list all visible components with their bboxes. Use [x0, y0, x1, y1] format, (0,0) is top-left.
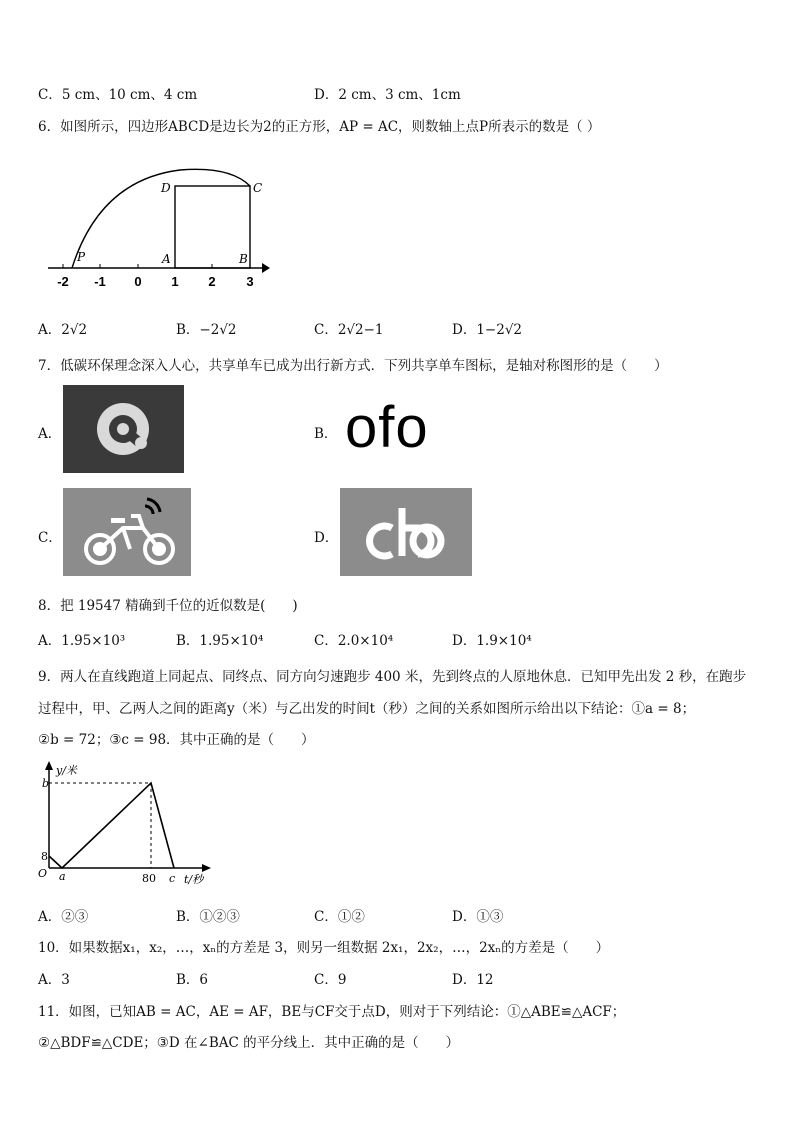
point-c: C — [253, 181, 263, 195]
q5-option-d: D．2 cm、3 cm、1cm — [314, 87, 461, 103]
tick-label: -2 — [57, 274, 69, 289]
q8-stem: 8．把 19547 精确到千位的近似数是( ) — [38, 598, 298, 614]
distance-graph — [49, 783, 174, 868]
q6-option-d: D．1−2√2 — [452, 322, 523, 338]
tick-label: -1 — [94, 274, 106, 289]
q6-figure — [40, 160, 280, 295]
q10-option-a: A．3 — [38, 972, 70, 988]
q10-option-c: C．9 — [314, 972, 347, 988]
logo-a — [63, 385, 184, 473]
q6-option-c: C．2√2−1 — [314, 322, 384, 338]
q8-option-b: B．1.95×10⁴ — [176, 633, 264, 649]
q8-option-d: D．1.9×10⁴ — [452, 633, 532, 649]
x-axis-label: t/秒 — [184, 873, 204, 886]
point-p: P — [77, 250, 86, 264]
logo-d-hello — [340, 488, 472, 576]
q11-line2: ②△BDF≌△CDE；③D 在∠BAC 的平分线上．其中正确的是（ ） — [38, 1035, 460, 1051]
label-origin: O — [38, 867, 48, 880]
q11-line1: 11．如图，已知AB = AC，AE = AF，BE与CF交于点D，则对于下列结论：①△ABE≌△ACF； — [38, 1004, 626, 1020]
tick-label: 1 — [171, 274, 179, 289]
q5-option-c: C．5 cm、10 cm、4 cm — [38, 87, 198, 103]
point-d: D — [161, 181, 171, 195]
point-a: A — [162, 252, 171, 266]
label-b: b — [42, 777, 50, 790]
q9-option-a: A．②③ — [38, 909, 89, 925]
logo-c-bike — [63, 488, 191, 576]
q9-figure — [34, 758, 224, 890]
q7-label-d: D． — [314, 530, 339, 546]
q9-line2: 过程中，甲、乙两人之间的距离y（米）与乙出发的时间t（秒）之间的关系如图所示给出以下结论：①a = 8； — [38, 701, 696, 717]
q7-stem: 7．低碳环保理念深入人心，共享单车已成为出行新方式．下列共享单车图标，是轴对称图形的是（ ） — [38, 358, 668, 374]
label-c: c — [169, 872, 176, 885]
q10-option-b: B．6 — [176, 972, 209, 988]
q9-line3: ②b = 72；③c = 98．其中正确的是（ ） — [38, 732, 315, 748]
q6-stem: 6．如图所示，四边形ABCD是边长为2的正方形，AP = AC，则数轴上点P所表示的数是（ ） — [38, 119, 601, 135]
point-b: B — [239, 252, 248, 266]
label-8: 8 — [41, 850, 48, 863]
q10-stem: 10．如果数据x₁，x₂，…，xₙ的方差是 3，则另一组数据 2x₁，2x₂，…，2xₙ的方差是（ ） — [38, 940, 610, 956]
q9-line1: 9．两人在直线跑道上同起点、同终点、同方向匀速跑步 400 米，先到终点的人原地休息．已知甲先出发 2 秒，在跑步 — [38, 669, 747, 685]
y-axis-arrow — [45, 761, 53, 770]
tick-label: 0 — [134, 274, 142, 289]
q8-option-c: C．2.0×10⁴ — [314, 633, 394, 649]
tick-label: 2 — [208, 274, 216, 289]
logo-b-ofo: ofo — [345, 395, 429, 460]
q10-option-d: D．12 — [452, 972, 494, 988]
q9-option-c: C．①② — [314, 909, 365, 925]
y-axis-label: y/米 — [56, 764, 77, 777]
q6-option-a: A．2√2 — [38, 322, 88, 338]
tick-label: 3 — [246, 274, 254, 289]
q9-option-d: D．①③ — [452, 909, 504, 925]
x-axis-arrow — [202, 864, 211, 872]
q8-option-a: A．1.95×10³ — [38, 633, 126, 649]
q7-label-c: C． — [38, 530, 62, 546]
q9-option-b: B．①②③ — [176, 909, 240, 925]
label-80: 80 — [142, 872, 156, 885]
q6-option-b: B．−2√2 — [176, 322, 237, 338]
label-a: a — [59, 870, 66, 883]
q7-label-b: B． — [314, 426, 338, 442]
number-line-arrow — [262, 263, 270, 273]
q7-label-a: A． — [38, 426, 62, 442]
